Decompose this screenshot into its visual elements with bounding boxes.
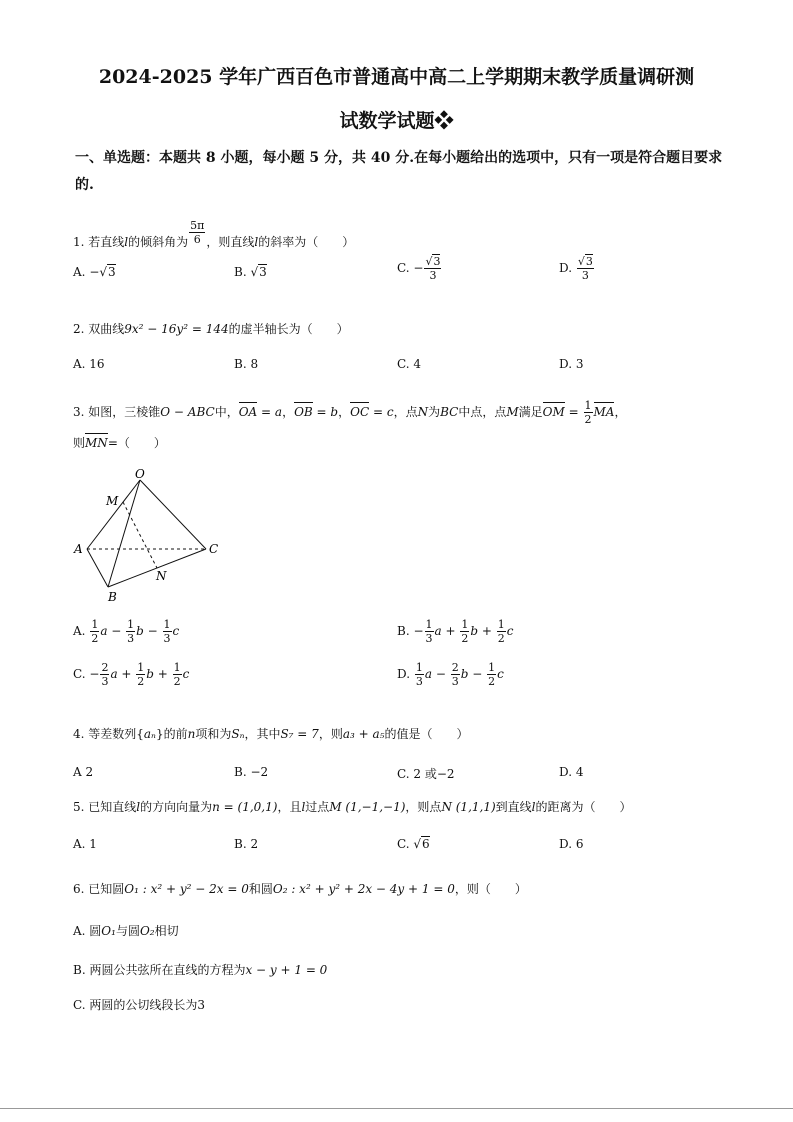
question-1: 1. 若直线l的倾斜角为 $\frac{5\pi}{6}$ ，则直线l的斜率为（ ） bbox=[73, 219, 355, 249]
section-heading-single-choice: 一、单选题：本题共 8 小题，每小题 5 分，共 40 分.在每小题给出的选项中，只有一项是符合题目要求的. bbox=[75, 150, 723, 193]
q4-option-d[interactable]: D. 4 bbox=[559, 765, 584, 779]
q2-option-d[interactable]: D. 3 bbox=[559, 357, 584, 371]
segment-mn bbox=[123, 502, 157, 568]
label-o: O bbox=[135, 467, 145, 481]
q6-option-b[interactable]: B. 两圆公共弦所在直线的方程为x − y + 1 = 0 bbox=[73, 963, 328, 977]
q3-option-a[interactable]: A. $\frac{1}{2}$ a − $\frac{1}{3}$ b − $\frac{1}{3}$ c bbox=[73, 618, 180, 645]
q1-option-b[interactable]: B. √3 bbox=[234, 265, 267, 279]
q1-option-c[interactable]: C. − $\frac{√3}{3}$ bbox=[397, 255, 441, 282]
question-5: 5. 已知直线l的方向向量为n = (1,0,1)，且l过点M (1,−1,−1)，则点N (1,1,1)到直线l的距离为（ ） bbox=[73, 800, 632, 814]
q5-option-b[interactable]: B. 2 bbox=[234, 837, 259, 851]
q3-option-d[interactable]: D. $\frac{1}{3}$ a − $\frac{2}{3}$ b − $\frac{1}{2}$ c bbox=[397, 661, 504, 688]
question-3-line2: 则MN=（ ） bbox=[73, 436, 166, 450]
q1-option-d[interactable]: D. $\frac{√3}{3}$ bbox=[559, 255, 593, 282]
tetrahedron-figure bbox=[70, 465, 230, 605]
page-footer-rule bbox=[0, 1108, 793, 1109]
label-n: N bbox=[156, 569, 167, 583]
q4-option-b[interactable]: B. −2 bbox=[234, 765, 269, 779]
edge-oc bbox=[140, 480, 206, 549]
label-b: B bbox=[108, 590, 117, 604]
edge-oa bbox=[87, 480, 140, 549]
document-title-line1: 2024-2025 学年广西百色市普通高中高二上学期期末教学质量调研测 bbox=[98, 66, 695, 88]
label-c: C bbox=[209, 542, 219, 556]
q3-option-c[interactable]: C. − $\frac{2}{3}$ a + $\frac{1}{2}$ b + $\frac{1}{2}$ c bbox=[73, 661, 190, 688]
q3-option-b[interactable]: B. − $\frac{1}{3}$ a + $\frac{1}{2}$ b + $\frac{1}{2}$ c bbox=[397, 618, 514, 645]
q6-option-a[interactable]: A. 圆O₁与圆O₂相切 bbox=[73, 924, 179, 938]
q5-option-c[interactable]: C. √6 bbox=[397, 837, 430, 851]
q2-option-b[interactable]: B. 8 bbox=[234, 357, 259, 371]
document-title-line2: 试数学试题❖ bbox=[339, 110, 454, 132]
question-6: 6. 已知圆O₁ : x² + y² − 2x = 0和圆O₂ : x² + y² + 2x − 4y + 1 = 0，则（ ） bbox=[73, 882, 527, 896]
question-3: 3. 如图，三棱锥O − ABC中，OA = a，OB = b，OC = c，点N为BC中点，点M满足OM = $\frac{1}{2}$ MA， bbox=[73, 399, 627, 426]
question-4: 4. 等差数列{aₙ}的前n项和为Sₙ，其中S₇ = 7，则a₃ + a₅的值是（ ） bbox=[73, 727, 469, 741]
q5-option-d[interactable]: D. 6 bbox=[559, 837, 584, 851]
q4-option-a[interactable]: A 2 bbox=[73, 765, 94, 779]
label-a: A bbox=[74, 542, 83, 556]
q6-option-c[interactable]: C. 两圆的公切线段长为3 bbox=[73, 998, 206, 1012]
q5-option-a[interactable]: A. 1 bbox=[73, 837, 97, 851]
q2-option-a[interactable]: A. 16 bbox=[73, 357, 105, 371]
question-2: 2. 双曲线9x² − 16y² = 144的虚半轴长为（ ） bbox=[73, 322, 349, 336]
edge-ab bbox=[87, 549, 108, 587]
q2-option-c[interactable]: C. 4 bbox=[397, 357, 422, 371]
q4-option-c[interactable]: C. 2 或−2 bbox=[397, 767, 455, 781]
q1-option-a[interactable]: A. −√3 bbox=[73, 265, 116, 279]
label-m: M bbox=[106, 494, 119, 508]
